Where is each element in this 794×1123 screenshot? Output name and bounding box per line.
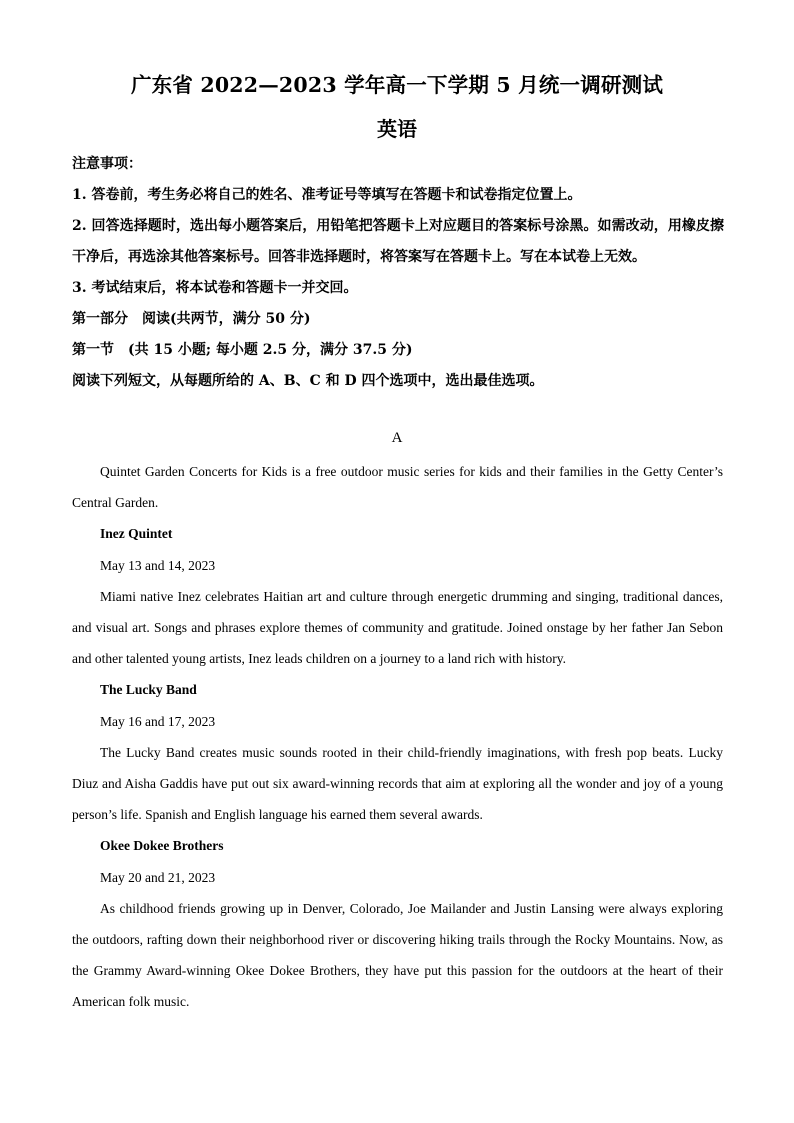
passage-letter: A — [391, 430, 403, 446]
reading-instruction: 阅读下列短文，从每题所给的 A、B、C 和 D 四个选项中，选出最佳选项。 — [72, 373, 544, 389]
notes-item-1: 1. 答卷前，考生务必将自己的姓名、准考证号等填写在答题卡和试卷指定位置上。 — [72, 187, 582, 203]
section-heading: 第一节 (共 15 小题; 每小题 2.5 分，满分 37.5 分) — [72, 342, 413, 358]
part-heading: 第一部分 阅读(共两节，满分 50 分) — [72, 311, 311, 327]
event-name: Inez Quintet — [100, 526, 173, 542]
exam-instructions — [72, 149, 724, 397]
event-description: As childhood friends growing up in Denver, Colorado, Joe Mailander and Justin Lansing were always exploring the outdoors, rafting down their neighborhood river or discovering hiking trails through the Rocky Mountains. Now, as the Grammy Award-winning Okee Dokee Brothers, they have put this passion for the outdoors at the heart of their American folk music. — [72, 900, 723, 1010]
event-description: Miami native Inez celebrates Haitian art and culture through energetic drumming and singing, traditional dances, and visual art. Songs and phrases explore themes of community and gratitude. Joined onstage by her father Jan Sebon and other talented young artists, Inez leads children on a journey to a land rich with history. — [72, 588, 723, 667]
event-name: Okee Dokee Brothers — [100, 838, 224, 854]
exam-title: 广东省 2022—2023 学年高一下学期 5 月统一调研测试 — [130, 73, 664, 97]
subject-title: 英语 — [377, 117, 417, 141]
passage-a — [72, 456, 723, 1018]
notes-item-3: 3. 考试结束后，将本试卷和答题卡一并交回。 — [72, 280, 358, 296]
event-description: The Lucky Band creates music sounds rooted in their child-friendly imaginations, with fresh pop beats. Lucky Diuz and Aisha Gaddis have put out six award-winning records that aim at exploring all the wonder and joy of a young person’s life. Spanish and English language his earned them several awards. — [72, 744, 723, 823]
notes-heading: 注意事项： — [72, 156, 142, 172]
notes-item-2: 2. 回答选择题时，选出每小题答案后，用铅笔把答题卡上对应题目的答案标号涂黑。如需改动，用橡皮擦干净后，再选涂其他答案标号。回答非选择题时，将答案写在答题卡上。写在本试卷上无效。 — [72, 218, 724, 265]
event-name: The Lucky Band — [100, 682, 197, 698]
passage-intro: Quintet Garden Concerts for Kids is a free outdoor music series for kids and their families in the Getty Center’s Central Garden. — [72, 464, 723, 511]
event-date: May 16 and 17, 2023 — [100, 713, 216, 729]
event-date: May 13 and 14, 2023 — [100, 557, 216, 573]
event-date: May 20 and 21, 2023 — [100, 869, 216, 885]
